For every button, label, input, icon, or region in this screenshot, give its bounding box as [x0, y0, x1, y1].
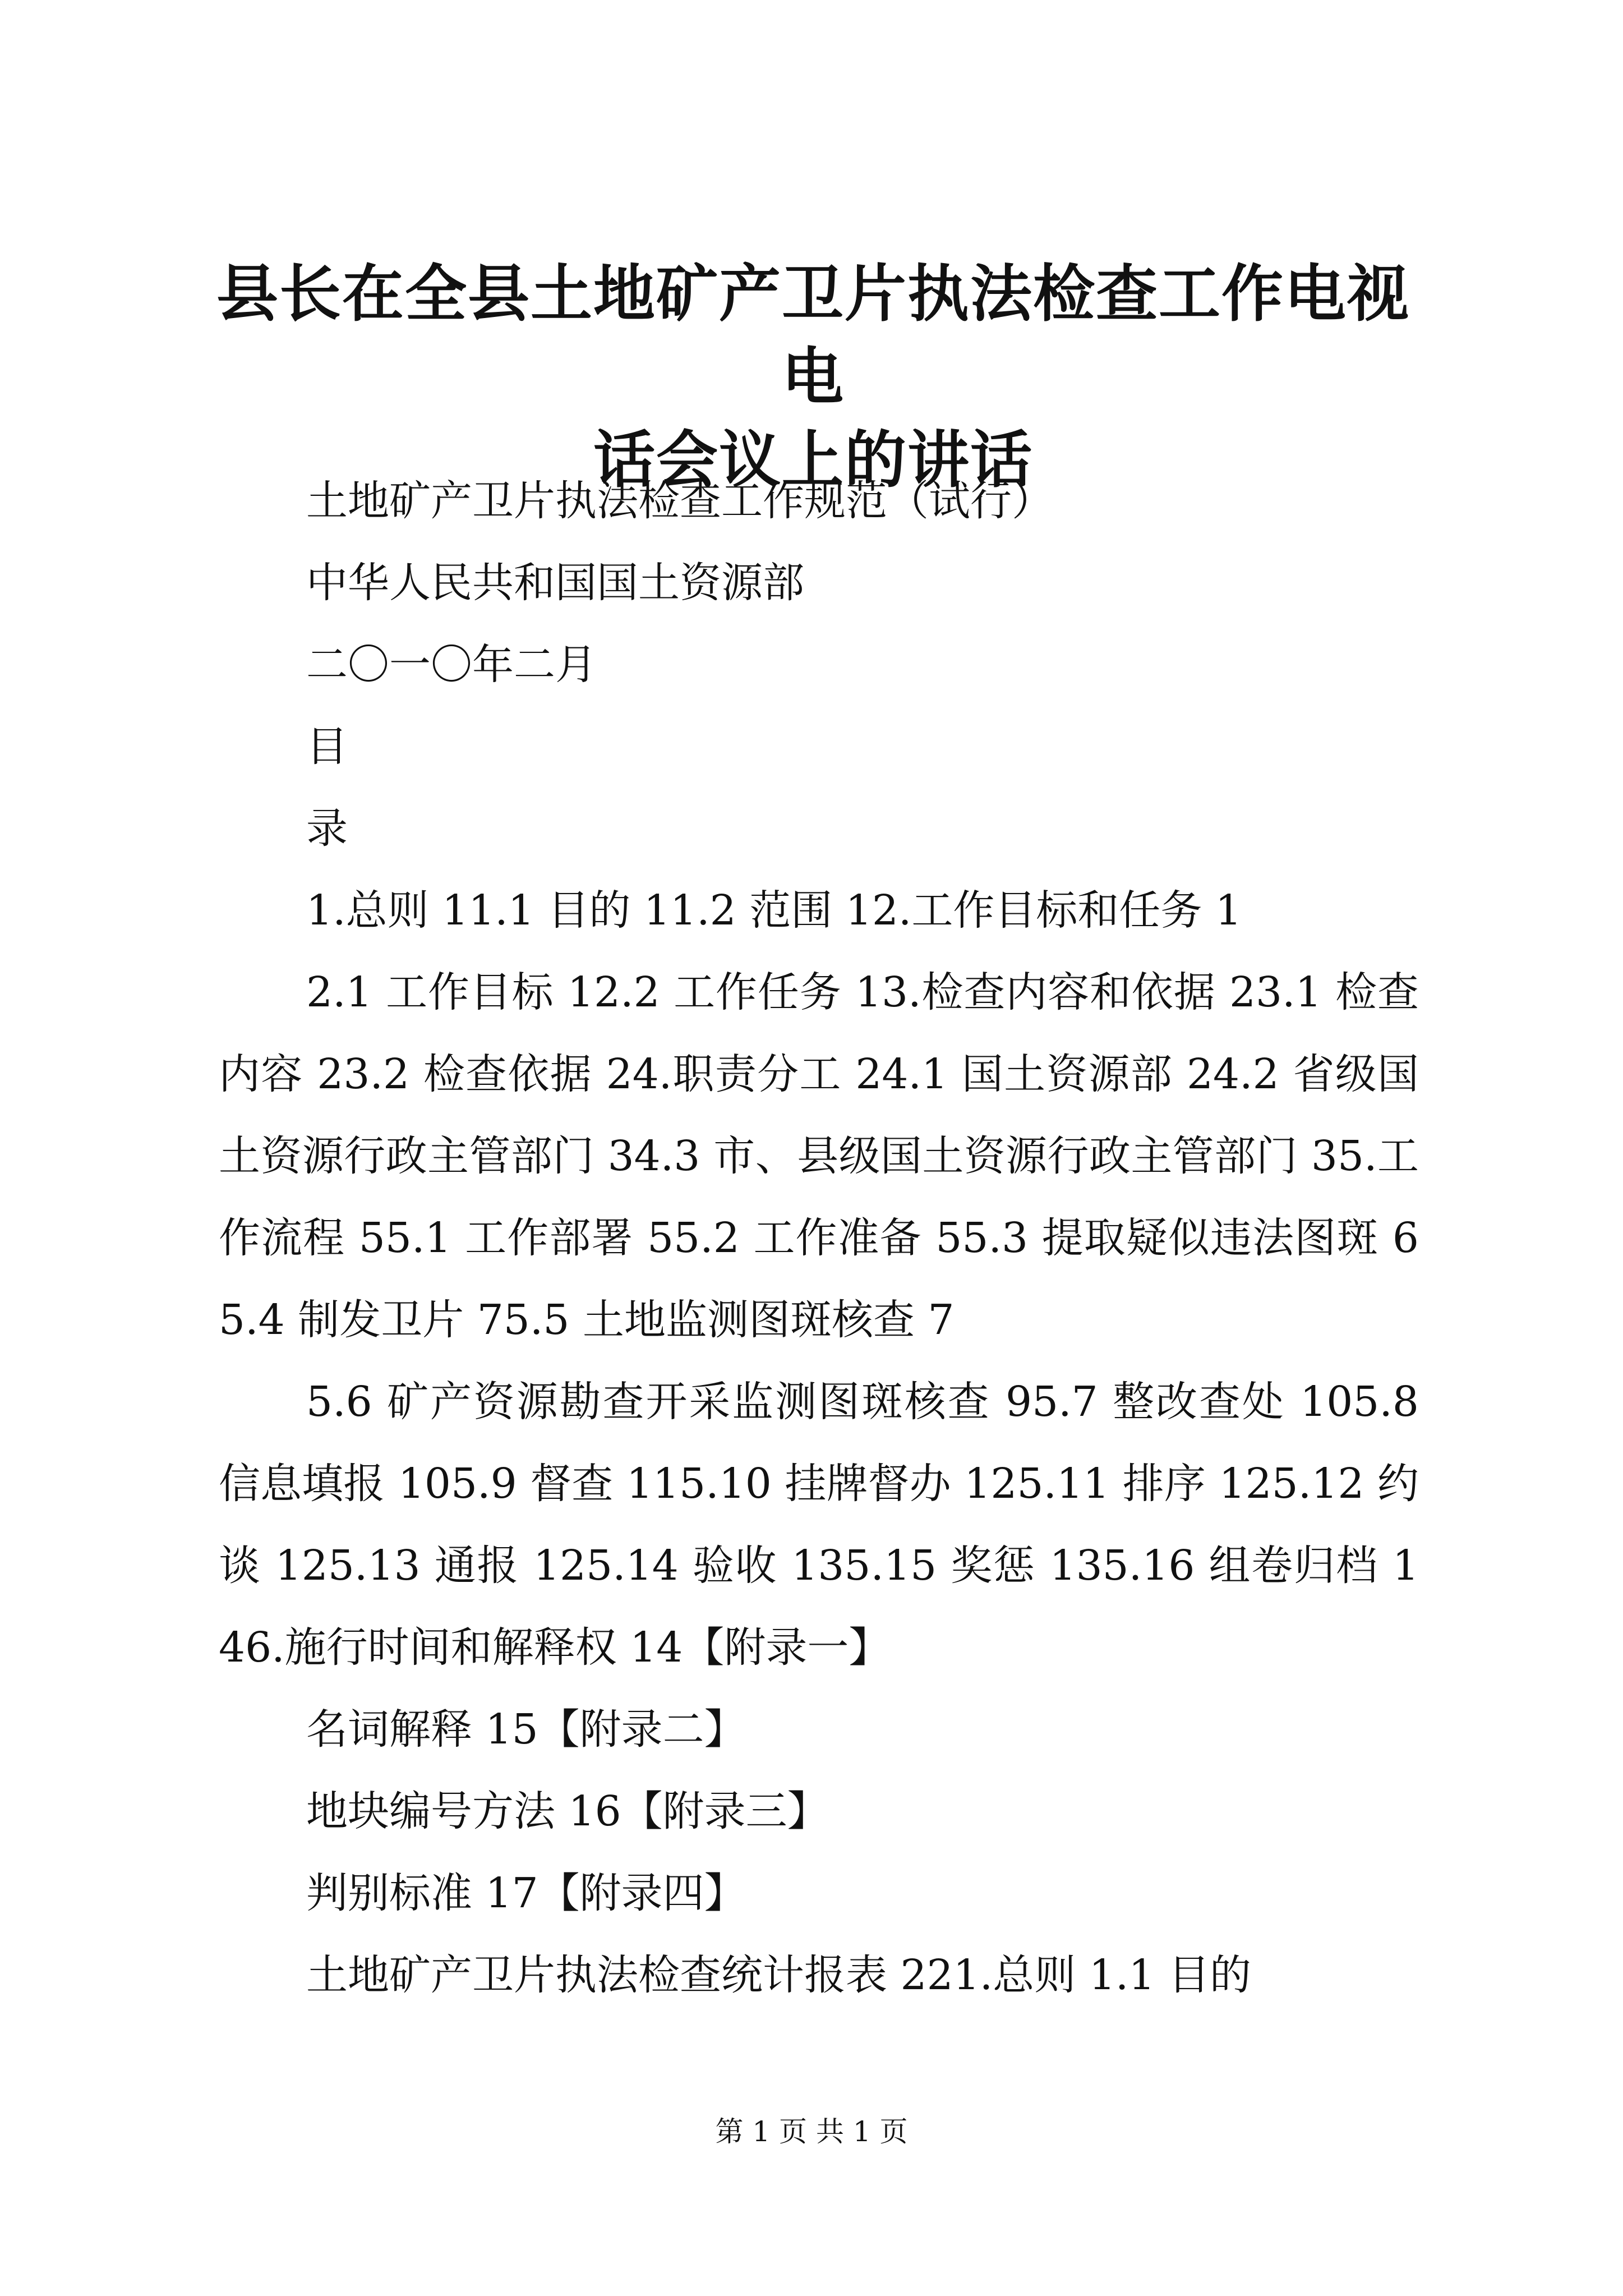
paragraph-3: 二〇一〇年二月 — [306, 641, 597, 689]
page-footer: 第 1 页 共 1 页 — [715, 2115, 908, 2148]
paragraph-4: 目 — [306, 723, 348, 771]
paragraph-8: 5.6 矿产资源勘查开采监测图斑核查 95.7 整改查处 105.8 信息填报 105.9 督查 115.10 挂牌督办 125.11 排序 125.12 约谈 125.13 通报 125.14 验收 135.15 奖惩 135.16 组卷归档 146.施行时间和解释权 14【附录一】 — [219, 1378, 1419, 1672]
paragraph-10: 地块编号方法 16【附录三】 — [306, 1787, 829, 1835]
paragraph-6: 1.总则 11.1 目的 11.2 范围 12.工作目标和任务 1 — [306, 886, 1242, 935]
paragraph-7: 2.1 工作目标 12.2 工作任务 13.检查内容和依据 23.1 检查内容 23.2 检查依据 24.职责分工 24.1 国土资源部 24.2 省级国土资源行政主管部门 34.3 市、县级国土资源行政主管部门 35.工作流程 55.1 工作部署 55.2 工作准备 55.3 提取疑似违法图斑 65.4 制发卫片 75.5 土地监测图斑核查 7 — [219, 968, 1419, 1344]
paragraph-9: 名词解释 15【附录二】 — [306, 1705, 746, 1754]
paragraph-5: 录 — [306, 804, 348, 853]
paragraph-12: 土地矿产卫片执法检查统计报表 221.总则 1.1 目的 — [306, 1951, 1252, 1999]
paragraph-11: 判别标准 17【附录四】 — [306, 1869, 746, 1917]
paragraph-2: 中华人民共和国国土资源部 — [306, 559, 804, 607]
paragraph-1: 土地矿产卫片执法检查工作规范（试行） — [306, 477, 1053, 525]
document-body — [219, 460, 1419, 2016]
title-line-1: 县长在全县土地矿产卫片执法检查工作电视电 — [216, 257, 1410, 413]
title-line-2: 话会议上的讲话 — [593, 424, 1033, 496]
